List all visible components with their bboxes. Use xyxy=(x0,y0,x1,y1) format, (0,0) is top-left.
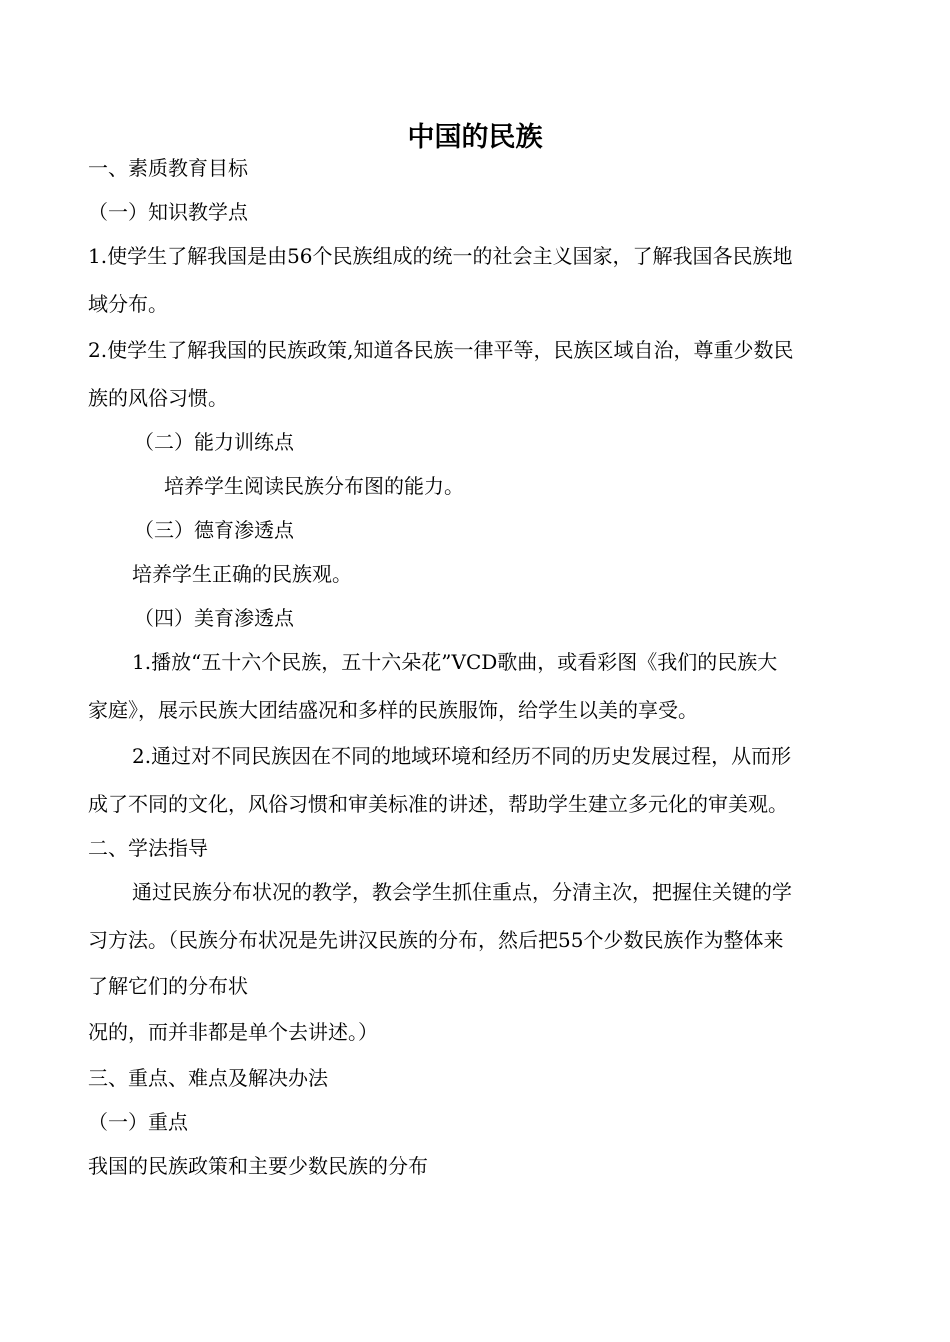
section-heading-3: 三、重点、难点及解决办法 xyxy=(88,1066,328,1090)
paragraph-line: 2.使学生了解我国的民族政策,知道各民族一律平等，民族区域自治，尊重少数民 xyxy=(88,338,794,362)
paragraph-line: 我国的民族政策和主要少数民族的分布 xyxy=(88,1154,428,1178)
paragraph-line: 况的，而并非都是单个去讲述。） xyxy=(88,1020,378,1044)
paragraph-line: 培养学生阅读民族分布图的能力。 xyxy=(164,474,464,498)
section-heading-2: 二、学法指导 xyxy=(88,836,208,860)
paragraph-line: 了解它们的分布状 xyxy=(88,974,248,998)
document-title: 中国的民族 xyxy=(407,122,543,153)
paragraph-line: 习方法。（民族分布状况是先讲汉民族的分布，然后把55个少数民族作为整体来 xyxy=(88,928,784,952)
paragraph-line: 1.播放“五十六个民族，五十六朵花”VCD歌曲，或看彩图《我们的民族大 xyxy=(132,650,778,674)
paragraph-line: 族的风俗习惯。 xyxy=(88,386,228,410)
paragraph-line: 家庭》，展示民族大团结盛况和多样的民族服饰，给学生以美的享受。 xyxy=(88,698,698,722)
subsection-heading: （四）美育渗透点 xyxy=(134,606,294,630)
paragraph-line: 2.通过对不同民族因在不同的地域环境和经历不同的历史发展过程，从而形 xyxy=(132,744,792,768)
paragraph-line: 域分布。 xyxy=(88,292,168,316)
paragraph-line: 1.使学生了解我国是由56个民族组成的统一的社会主义国家，了解我国各民族地 xyxy=(88,244,793,268)
subsection-heading: （一）知识教学点 xyxy=(88,200,248,224)
paragraph-line: 培养学生正确的民族观。 xyxy=(132,562,352,586)
section-heading-1: 一、素质教育目标 xyxy=(88,156,248,180)
subsection-heading: （二）能力训练点 xyxy=(134,430,294,454)
paragraph-line: 成了不同的文化，风俗习惯和审美标准的讲述，帮助学生建立多元化的审美观。 xyxy=(88,792,788,816)
subsection-heading: （一）重点 xyxy=(88,1110,188,1134)
paragraph-line: 通过民族分布状况的教学，教会学生抓住重点，分清主次，把握住关键的学 xyxy=(132,880,792,904)
subsection-heading: （三）德育渗透点 xyxy=(134,518,294,542)
